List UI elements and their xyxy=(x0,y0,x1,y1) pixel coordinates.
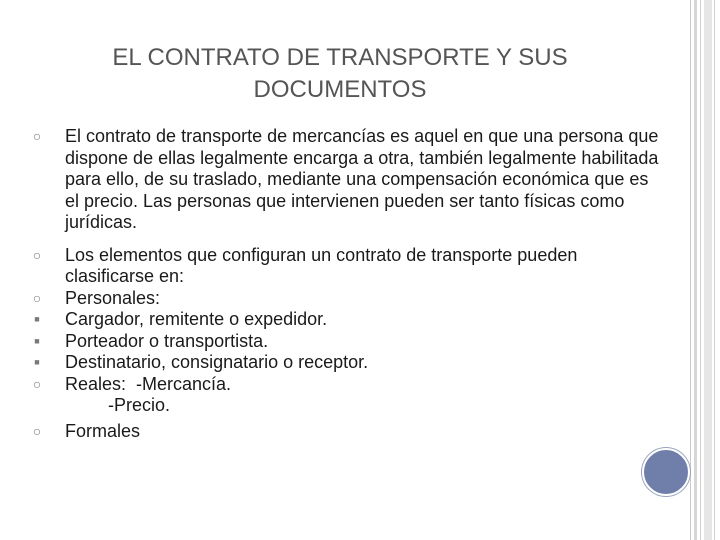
decorative-circle xyxy=(642,448,690,496)
bullet-item xyxy=(30,395,660,417)
bullet-text: El contrato de transporte de mercancías es aquel en que una persona que dispone de ellas legalmente encarga a otra, también legalmente habilitada para ello, de su traslado, mediante una compensación económica que es el precio. Las personas que intervienen pueden ser tanto físicas como jurídicas. xyxy=(65,126,659,232)
circle-bullet-icon: ○ xyxy=(32,246,42,263)
square-bullet-icon: ■ xyxy=(34,357,40,367)
slide-title-line: DOCUMENTOS xyxy=(253,76,427,103)
square-bullet-icon: ■ xyxy=(34,335,40,346)
bullet-item xyxy=(30,421,660,443)
bullet-item xyxy=(30,288,660,310)
circle-bullet-icon: ○ xyxy=(32,375,42,392)
bullet-item xyxy=(30,309,660,331)
square-bullet-icon: ■ xyxy=(34,314,40,324)
slide-title-line: EL CONTRATO DE TRANSPORTE Y SUS xyxy=(112,44,568,71)
bullet-text: Los elementos que configuran un contrato de transporte pueden clasificarse en: xyxy=(65,244,578,286)
circle-bullet-icon: ○ xyxy=(32,422,42,439)
circle-bullet-icon: ○ xyxy=(32,289,42,306)
bullet-text: Porteador o transportista. xyxy=(65,330,269,351)
bullet-text: -Precio. xyxy=(108,395,171,415)
bullet-text: Personales: xyxy=(65,287,161,308)
decorative-rail xyxy=(700,0,701,540)
bullet-item xyxy=(30,352,660,374)
decorative-rail xyxy=(714,0,715,540)
decorative-rail xyxy=(694,0,697,540)
bullet-item xyxy=(30,245,660,288)
circle-bullet-icon: ○ xyxy=(32,128,42,144)
decorative-rail xyxy=(690,0,691,540)
slide-title xyxy=(40,42,640,106)
bullet-text: Reales: -Mercancía. xyxy=(65,373,232,394)
slide-body xyxy=(30,126,660,442)
bullet-text: Formales xyxy=(65,420,141,441)
bullet-item xyxy=(30,126,660,234)
bullet-text: Cargador, remitente o expedidor. xyxy=(65,309,328,329)
bullet-item xyxy=(30,331,660,353)
bullet-text: Destinatario, consignatario o receptor. xyxy=(65,352,369,372)
decorative-rail xyxy=(704,0,712,540)
bullet-item xyxy=(30,374,660,396)
